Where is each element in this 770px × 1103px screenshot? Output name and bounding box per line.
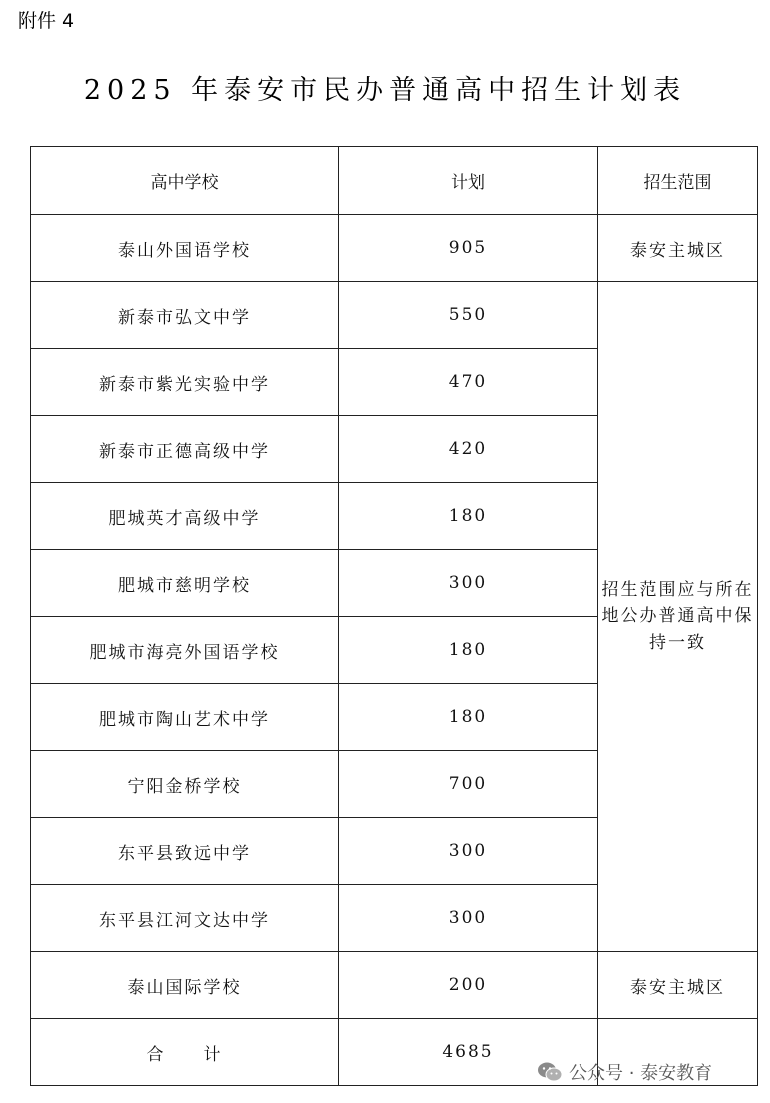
school-name: 泰山外国语学校 xyxy=(31,215,339,282)
school-name: 东平县江河文达中学 xyxy=(31,885,339,952)
wechat-icon xyxy=(537,1061,563,1083)
school-name: 肥城市海亮外国语学校 xyxy=(31,617,339,684)
plan-count: 180 xyxy=(339,617,598,684)
plan-count: 420 xyxy=(339,416,598,483)
table-row xyxy=(31,215,758,282)
plan-count: 905 xyxy=(339,215,598,282)
plan-count: 550 xyxy=(339,282,598,349)
table-row xyxy=(31,282,758,349)
plan-count: 180 xyxy=(339,483,598,550)
plan-count: 300 xyxy=(339,550,598,617)
school-name: 肥城英才高级中学 xyxy=(31,483,339,550)
school-name: 宁阳金桥学校 xyxy=(31,751,339,818)
school-name: 新泰市紫光实验中学 xyxy=(31,349,339,416)
school-name: 东平县致远中学 xyxy=(31,818,339,885)
enrollment-plan-table xyxy=(30,146,758,1086)
school-name: 泰山国际学校 xyxy=(31,952,339,1019)
plan-count: 470 xyxy=(339,349,598,416)
school-name: 肥城市陶山艺术中学 xyxy=(31,684,339,751)
school-name: 新泰市正德高级中学 xyxy=(31,416,339,483)
enrollment-range-merged: 招生范围应与所在地公办普通高中保持一致 xyxy=(598,282,758,952)
table-row xyxy=(31,952,758,1019)
annex-label: 附件 4 xyxy=(18,10,75,32)
header-plan: 计划 xyxy=(339,147,598,215)
plan-count: 180 xyxy=(339,684,598,751)
wechat-watermark xyxy=(537,1057,712,1087)
watermark-text: 公众号 · 泰安教育 xyxy=(569,1063,713,1084)
total-plan: 4685 xyxy=(339,1019,598,1086)
header-range: 招生范围 xyxy=(598,147,758,215)
enrollment-range: 泰安主城区 xyxy=(598,952,758,1019)
plan-count: 300 xyxy=(339,818,598,885)
enrollment-range: 泰安主城区 xyxy=(598,215,758,282)
document-title: 2025 年泰安市民办普通高中招生计划表 xyxy=(83,75,687,106)
table-header-row xyxy=(31,147,758,215)
school-name: 肥城市慈明学校 xyxy=(31,550,339,617)
plan-count: 200 xyxy=(339,952,598,1019)
header-school: 高中学校 xyxy=(31,147,339,215)
total-label: 合 计 xyxy=(31,1019,339,1086)
plan-count: 700 xyxy=(339,751,598,818)
plan-count: 300 xyxy=(339,885,598,952)
school-name: 新泰市弘文中学 xyxy=(31,282,339,349)
